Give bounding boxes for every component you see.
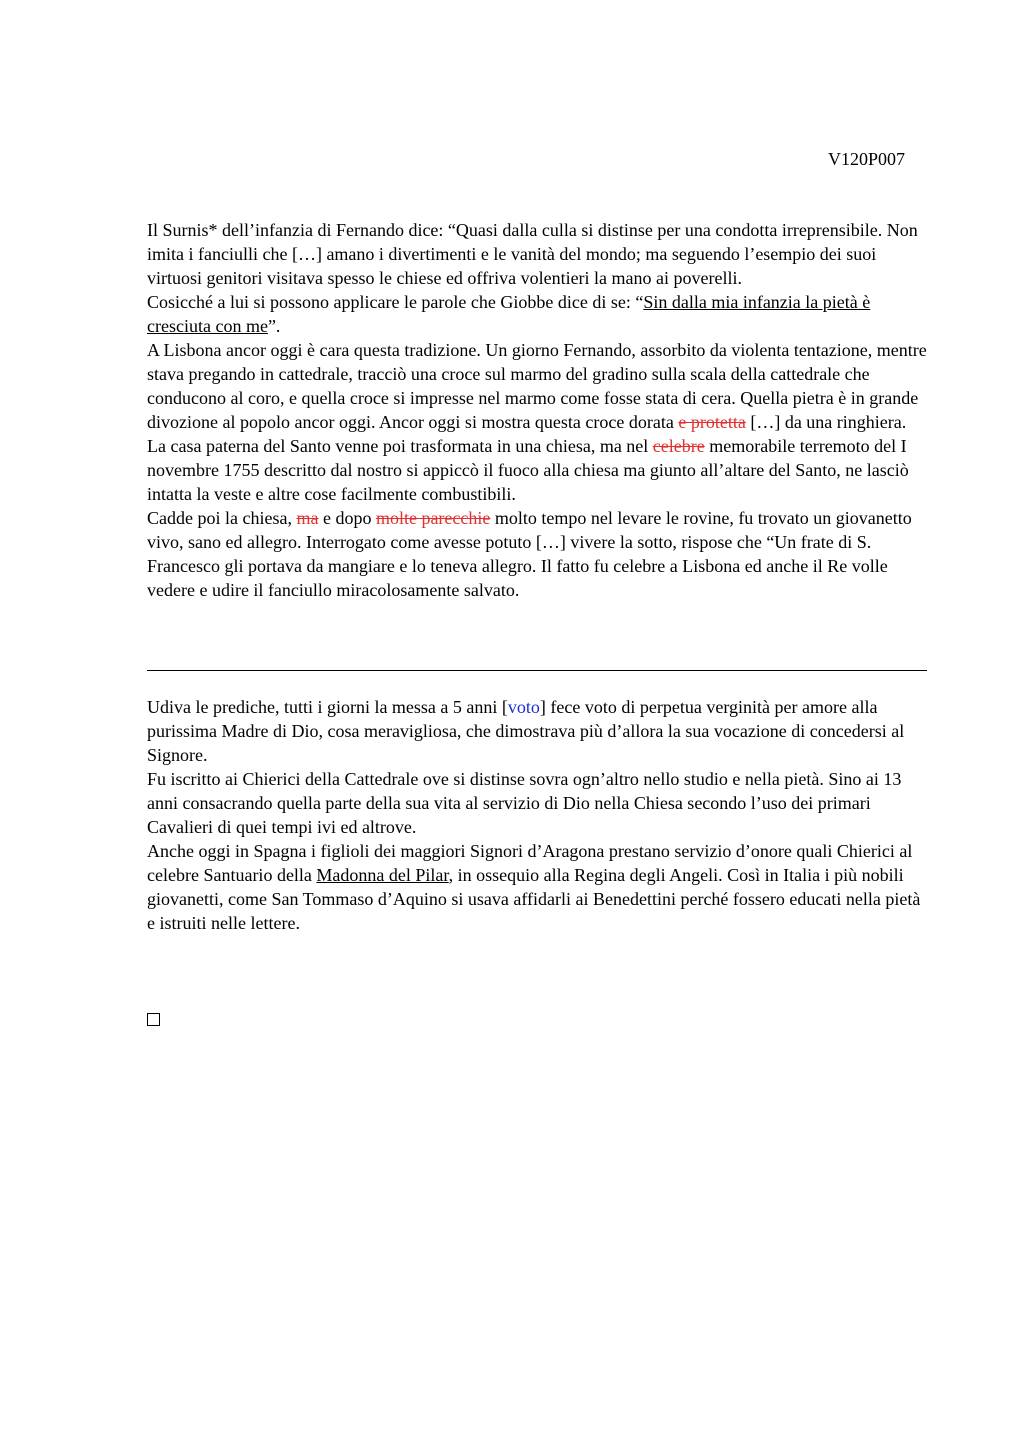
paragraph-8-text: , in ossequio alla Regina degli Angeli. Così in Italia i più nobili giovanetti, come San Tommaso d’Aquino si usava affidarli ai Benedettini perché fossero educati nella pietà e istruiti nelle lettere. xyxy=(147,865,921,933)
deleted-text: celebre xyxy=(652,436,705,456)
paragraph-4-closing: memorabile terremoto del I novembre 1755 descritto dal nostro si appiccò il fuoco alla chiesa ma giunto all’altare del Santo, ne lasciò intatta la veste e altre cose facilmente combustibili. xyxy=(147,436,909,504)
deleted-text: molte parecchie xyxy=(375,508,491,528)
paragraph-7: Fu iscritto ai Chierici della Cattedrale ove si distinse sovra ogn’altro nello studio e nella pietà. Sino ai 13 anni consacrando quella parte della sua vita al servizio di Dio nella Chiesa secondo l’uso dei primari Cavalieri di quei tempi ivi ed altrove. xyxy=(147,769,902,837)
paragraph-3 xyxy=(147,338,927,434)
paragraph-5-text: molto tempo nel levare le rovine, fu trovato un giovanetto vivo, sano ed allegro. Interrogato come avesse potuto […] vivere la sotto, rispose che “Un frate di S. Francesco gli portava da mangiare e lo teneva allegro. Il fatto fu celebre a Lisbona ed anche il Re volle vedere e udire il fanciullo miracolosamente salvato. xyxy=(147,508,912,600)
horizontal-divider xyxy=(147,670,927,671)
paragraph-5-text: e dopo xyxy=(318,508,376,528)
paragraph-2-text: Cosicché a lui si possono applicare le parole che Giobbe dice di se: “ xyxy=(147,292,644,312)
paragraph-5 xyxy=(147,506,927,602)
paragraph-5-text: Cadde poi la chiesa, xyxy=(147,508,297,528)
paragraph-3-text: A Lisbona ancor oggi è cara questa tradizione. Un giorno Fernando, assorbito da violenta tentazione, mentre stava pregando in cattedrale, tracciò una croce sul marmo del gradino sulla scala della cattedrale che conducono al coro, e quella croce si impresse nel marmo come fosse stata di cera. Quella pietra è in grande divozione al popolo ancor oggi. Ancor oggi si mostra questa croce dorata xyxy=(147,340,927,432)
paragraph-2-closing: ”. xyxy=(267,316,281,336)
page-code: V120P007 xyxy=(827,149,905,169)
underlined-name: Madonna del Pilar xyxy=(316,865,449,885)
paragraph-6-text: ] fece voto di perpetua verginità per amore alla purissima Madre di Dio, cosa meravigliosa, che dimostrava più d’allora la sua vocazione di concedersi al Signore. xyxy=(147,697,905,765)
paragraph-6-text: Udiva le prediche, tutti i giorni la messa a 5 anni [ xyxy=(147,697,508,717)
text-section-2 xyxy=(147,695,927,935)
paragraph-4 xyxy=(147,434,927,506)
deleted-text: ma xyxy=(296,508,319,528)
paragraph-2 xyxy=(147,290,927,338)
paragraph-6 xyxy=(147,695,927,767)
paragraph-8-text: Anche oggi in Spagna i figlioli dei maggiori Signori d’Aragona prestano servizio d’onore quali Chierici al celebre Santuario della xyxy=(147,841,913,885)
checkbox-icon xyxy=(147,1013,160,1026)
blue-annotation: voto xyxy=(507,697,540,717)
underlined-quote: Sin dalla mia infanzia la pietà è cresciuta con me xyxy=(147,292,871,336)
text-section-1 xyxy=(147,218,927,602)
deleted-text: e protetta xyxy=(678,412,746,432)
paragraph-4-text: La casa paterna del Santo venne poi trasformata in una chiesa, ma nel xyxy=(147,436,653,456)
paragraph-8 xyxy=(147,839,927,935)
paragraph-1: Il Surnis* dell’infanzia di Fernando dice: “Quasi dalla culla si distinse per una condotta irreprensibile. Non imita i fanciulli che […] amano i divertimenti e le vanità del mondo; ma seguendo l’esempio dei suoi virtuosi genitori visitava spesso le chiese ed offriva volentieri la mano ai poverelli. xyxy=(147,220,918,288)
paragraph-3-closing: […] da una ringhiera. xyxy=(745,412,907,432)
